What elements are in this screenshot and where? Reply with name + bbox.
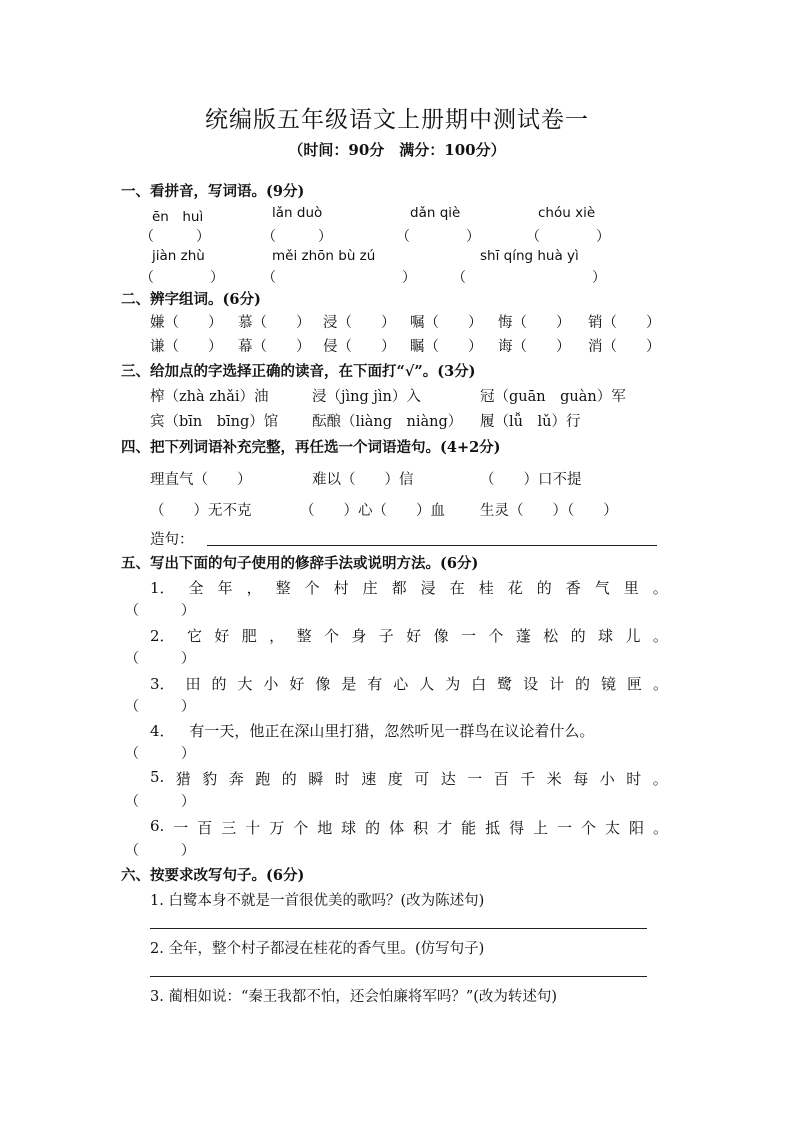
sentence-char: 百: [197, 819, 213, 837]
idiom-blank[interactable]: 理直气（ ）: [150, 472, 252, 488]
sentence-char: 花: [507, 579, 523, 597]
sentence-char: 个: [581, 819, 597, 837]
sentence-number: 1．: [150, 579, 175, 597]
sentence-char: 心: [393, 675, 409, 693]
sentence-char: 一: [557, 819, 573, 837]
sentence-char: 它: [186, 627, 202, 645]
section-4-heading: 四、把下列词语补充完整，再任选一个词语造句。(4+2分): [121, 439, 501, 456]
sentence-char: 球: [598, 627, 614, 645]
idiom-blank[interactable]: 难以（ ）信: [312, 472, 414, 488]
pinyin-5: jiàn zhù: [152, 248, 205, 264]
sentence-char: 奔: [228, 770, 244, 788]
idiom-blank[interactable]: （ ）心（ ）血: [300, 503, 445, 519]
sentence-number: 2．: [150, 627, 175, 645]
sentence-char: 太: [605, 819, 621, 837]
sentence-char: 镜: [601, 675, 617, 693]
sentence-char: 桂: [478, 579, 494, 597]
sentence-char: 人: [419, 675, 435, 693]
sentence-char: 每: [573, 770, 589, 788]
sentence-char: 度: [387, 770, 403, 788]
sentence-char: 儿: [625, 627, 641, 645]
rewrite-answer-line-2[interactable]: [150, 976, 647, 977]
sentence-char: 猎: [175, 770, 191, 788]
sentence-char: 百: [493, 770, 509, 788]
sentence-char: 好: [214, 627, 230, 645]
rewrite-question-3: 3. 蔺相如说：“秦王我都不怕，还会怕廉将军吗？”(改为转述句): [150, 989, 558, 1005]
sentence-number: 3．: [150, 675, 175, 693]
char-pair[interactable]: 侵（ ）: [323, 339, 396, 355]
sentence-char: 都: [391, 579, 407, 597]
sentence-char: 抵: [485, 819, 501, 837]
section-2-heading: 二、辨字组词。(6分): [121, 291, 261, 308]
sentence-char: 。: [652, 627, 668, 645]
sentence-char: 达: [440, 770, 456, 788]
answer-paren-4[interactable]: （ ）: [125, 746, 195, 762]
page-title: 统编版五年级语文上册期中测试卷一: [205, 107, 589, 133]
sentence-3: [150, 673, 668, 694]
sentence-char: 个: [304, 579, 320, 597]
char-pair[interactable]: 浸（ ）: [323, 315, 396, 331]
sentence-char: 。: [652, 819, 668, 837]
sentence-number: 4．: [150, 722, 175, 740]
sentence-char: 有: [367, 675, 383, 693]
rewrite-answer-line-1[interactable]: [150, 928, 647, 929]
sentence-char: 。: [652, 675, 668, 693]
sentence-char: 跑: [255, 770, 271, 788]
pinyin-2: lǎn duò: [272, 205, 323, 221]
sentence-char: 体: [389, 819, 405, 837]
sentence-char: 像: [315, 675, 331, 693]
sentence-char: ，: [269, 627, 285, 645]
make-sentence-line[interactable]: [207, 545, 657, 546]
sentence-char: 三: [221, 819, 237, 837]
idiom-blank[interactable]: （ ）无不克: [150, 503, 252, 519]
sentence-char: 个: [323, 627, 339, 645]
sentence-char: 好: [289, 675, 305, 693]
answer-blank-7[interactable]: （ ）: [452, 270, 606, 286]
answer-paren-1[interactable]: （ ）: [125, 603, 195, 619]
sentence-char: 。: [652, 770, 668, 788]
sentence-char: 时: [334, 770, 350, 788]
sentence-char: 子: [378, 627, 394, 645]
sentence-char: 时: [626, 770, 642, 788]
sentence-2: [150, 625, 668, 646]
sentence-char: 个: [488, 627, 504, 645]
pinyin-6: měi zhōn bù zú: [272, 248, 376, 264]
sentence-char: 可: [414, 770, 430, 788]
answer-blank-1[interactable]: （ ）: [140, 229, 210, 245]
sentence-char: 庄: [362, 579, 378, 597]
sentence-char: 是: [341, 675, 357, 693]
sentence-char: 为: [445, 675, 461, 693]
char-pair[interactable]: 消（ ）: [588, 339, 661, 355]
sentence-number: 5.: [150, 768, 165, 786]
pinyin-3: dǎn qiè: [410, 205, 461, 221]
pinyin-4: chóu xiè: [538, 205, 596, 221]
sentence-char: 积: [413, 819, 429, 837]
sentence-4: [150, 720, 594, 741]
sentence-char: 大: [237, 675, 253, 693]
sentence-char: 整: [296, 627, 312, 645]
idiom-blank[interactable]: 生灵（ ）（ ）: [480, 503, 618, 519]
make-sentence-label: 造句：: [150, 532, 194, 548]
sentence-char: 得: [509, 819, 525, 837]
sentence-char: 上: [533, 819, 549, 837]
reading-choice[interactable]: 宾（bīn bīng）馆: [150, 414, 279, 430]
sentence-char: 香: [565, 579, 581, 597]
answer-blank-2[interactable]: （ ）: [262, 229, 332, 245]
sentence-char: 像: [433, 627, 449, 645]
answer-paren-5[interactable]: （ ）: [125, 794, 195, 810]
sentence-char: 的: [281, 770, 297, 788]
sentence-char: 万: [269, 819, 285, 837]
sentence-6: [150, 817, 668, 838]
section-3-heading: 三、给加点的字选择正确的读音，在下面打“√”。(3分): [121, 363, 476, 380]
sentence-char: 才: [437, 819, 453, 837]
sentence-char: 豹: [202, 770, 218, 788]
char-pair[interactable]: 嘱（ ）: [410, 315, 483, 331]
section-1-heading: 一、看拼音，写词语。(9分): [121, 183, 305, 200]
answer-blank-4[interactable]: （ ）: [526, 229, 610, 245]
char-pair[interactable]: 瞩（ ）: [410, 339, 483, 355]
sentence-char: 气: [594, 579, 610, 597]
answer-blank-5[interactable]: （ ）: [140, 270, 224, 286]
sentence-char: 在: [449, 579, 465, 597]
pinyin-7: shī qíng huà yì: [480, 248, 579, 264]
sentence-char: 整: [275, 579, 291, 597]
idiom-blank[interactable]: （ ）口不提: [480, 472, 582, 488]
sentence-char: 设: [523, 675, 539, 693]
sentence-char: 蓬: [515, 627, 531, 645]
char-pair[interactable]: 慕（ ）: [238, 315, 311, 331]
sentence-char: 的: [211, 675, 227, 693]
page-subtitle: （时间：90分 满分：100分）: [288, 141, 506, 159]
sentence-char: 肥: [241, 627, 257, 645]
section-5-heading: 五、写出下面的句子使用的修辞手法或说明方法。(6分): [121, 555, 479, 572]
sentence-char: 鹭: [497, 675, 513, 693]
sentence-char: 。: [652, 579, 668, 597]
sentence-char: 的: [536, 579, 552, 597]
reading-choice[interactable]: 履（lǚ lǔ）行: [480, 414, 581, 430]
char-pair[interactable]: 销（ ）: [588, 315, 661, 331]
char-pair[interactable]: 悔（ ）: [498, 315, 571, 331]
sentence-char: ，: [246, 579, 262, 597]
sentence-char: 一: [461, 627, 477, 645]
sentence-char: 个: [293, 819, 309, 837]
char-pair[interactable]: 嫌（ ）: [150, 315, 223, 331]
sentence-char: 的: [365, 819, 381, 837]
answer-paren-6[interactable]: （ ）: [125, 843, 195, 859]
sentence-char: 千: [520, 770, 536, 788]
sentence-char: 田: [185, 675, 201, 693]
reading-choice[interactable]: 酝酿（liàng niàng）: [312, 414, 463, 430]
sentence-char: 好: [406, 627, 422, 645]
reading-choice[interactable]: 榨（zhà zhǎi）油: [150, 389, 269, 405]
sentence-char: 匣: [626, 675, 642, 693]
sentence-char: 十: [245, 819, 261, 837]
char-pair[interactable]: 幕（ ）: [238, 339, 311, 355]
sentence-char: 能: [461, 819, 477, 837]
sentence-char: 一: [173, 819, 189, 837]
sentence-char: 白: [471, 675, 487, 693]
rewrite-question-1: 1. 白鹭本身不就是一首很优美的歌吗？(改为陈述句): [150, 893, 485, 909]
sentence-char: 瞬: [308, 770, 324, 788]
sentence-char: 身: [351, 627, 367, 645]
sentence-char: 小: [599, 770, 615, 788]
sentence-char: 松: [543, 627, 559, 645]
answer-paren-3[interactable]: （ ）: [125, 699, 195, 715]
answer-blank-6[interactable]: （ ）: [262, 270, 416, 286]
sentence-char: 的: [575, 675, 591, 693]
answer-blank-3[interactable]: （ ）: [396, 229, 480, 245]
sentence-char: 年: [217, 579, 233, 597]
sentence-1: [150, 577, 668, 598]
answer-paren-2[interactable]: （ ）: [125, 651, 195, 667]
rewrite-question-2: 2. 全年，整个村子都浸在桂花的香气里。(仿写句子): [150, 941, 485, 957]
sentence-char: 米: [546, 770, 562, 788]
char-pair[interactable]: 谦（ ）: [150, 339, 223, 355]
reading-choice[interactable]: 浸（jìng jìn）入: [312, 389, 421, 405]
pinyin-1: ēn huì: [152, 209, 204, 225]
reading-choice[interactable]: 冠（guān guàn）军: [480, 389, 626, 405]
sentence-text: 有一天，他正在深山里打猎，忽然听见一群鸟在议论着什么。: [189, 722, 595, 740]
sentence-char: 速: [361, 770, 377, 788]
sentence-char: 球: [341, 819, 357, 837]
sentence-char: 村: [333, 579, 349, 597]
sentence-char: 计: [549, 675, 565, 693]
sentence-char: 小: [263, 675, 279, 693]
sentence-5: [150, 768, 668, 789]
section-6-heading: 六、按要求改写句子。(6分): [121, 867, 305, 884]
sentence-char: 浸: [420, 579, 436, 597]
sentence-char: 里: [623, 579, 639, 597]
sentence-char: 地: [317, 819, 333, 837]
sentence-char: 全: [188, 579, 204, 597]
sentence-number: 6.: [150, 817, 165, 835]
sentence-char: 阳: [628, 819, 644, 837]
sentence-char: 的: [570, 627, 586, 645]
sentence-char: 一: [467, 770, 483, 788]
char-pair[interactable]: 诲（ ）: [498, 339, 571, 355]
